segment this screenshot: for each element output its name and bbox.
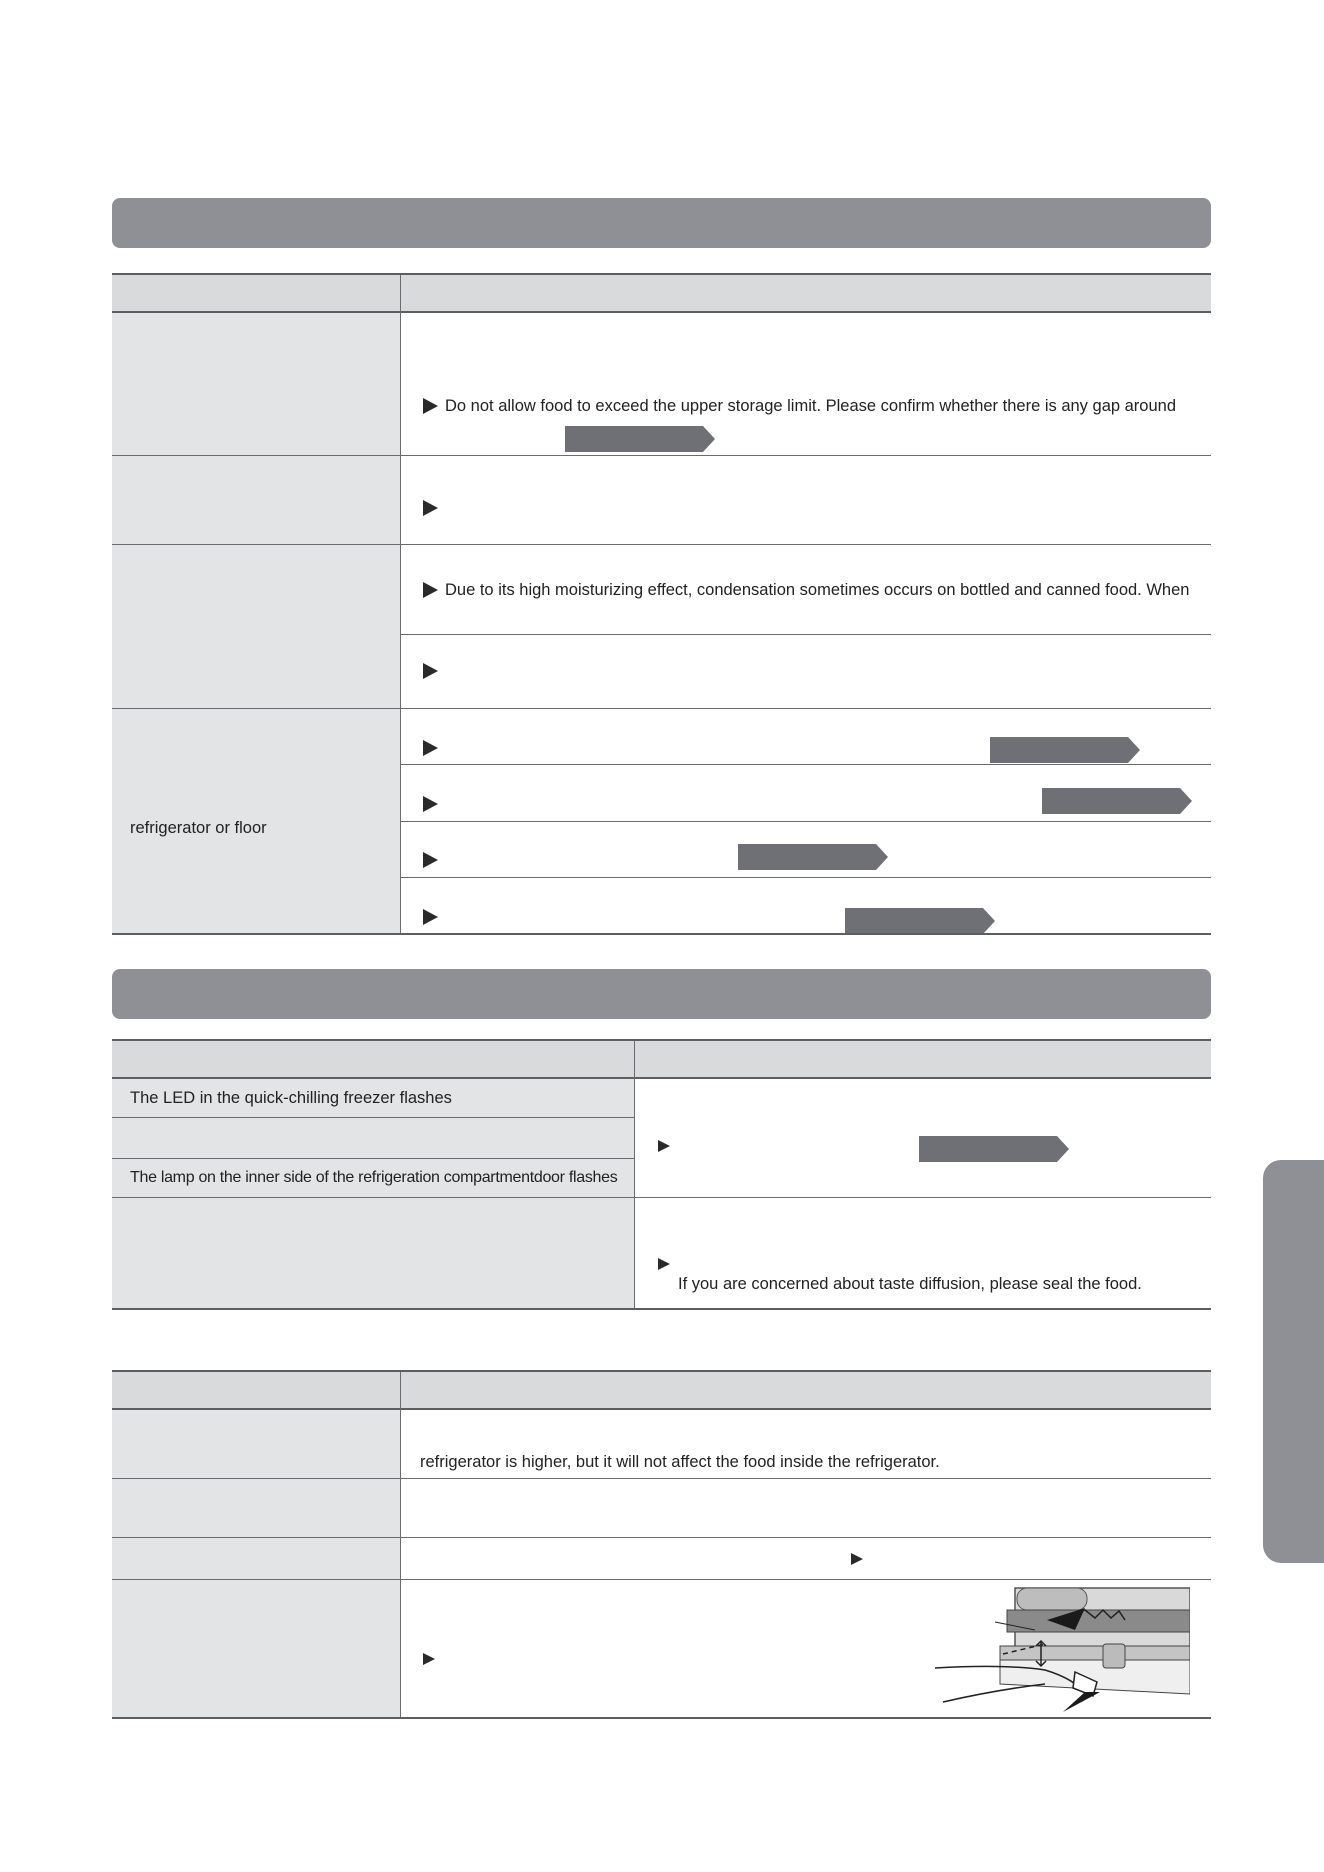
- bullet-arrow-icon: [423, 909, 438, 925]
- bullet-arrow-icon: [423, 1653, 435, 1665]
- page-reference-tag: [1042, 788, 1192, 814]
- bullet-arrow-icon: [658, 1140, 670, 1152]
- bullet-arrow-icon: [423, 796, 438, 812]
- chapter-side-tab: [1263, 1160, 1324, 1563]
- taste-diffusion-note: If you are concerned about taste diffusion, please seal the food.: [678, 1275, 1142, 1293]
- table-bottom-border: [112, 933, 1211, 935]
- page-reference-tag: [845, 908, 995, 934]
- row-3-bullet-text: Due to its high moisturizing effect, condensation sometimes occurs on bottled and canned food. When: [445, 581, 1190, 599]
- row-divider: [112, 1537, 1211, 1538]
- sub-row-divider: [401, 764, 1211, 765]
- page-reference-tag: [565, 426, 715, 452]
- row-divider: [112, 1478, 1211, 1479]
- section-1-column-divider: [400, 311, 401, 935]
- section-2-title-banner: [112, 969, 1211, 1019]
- drawer-illustration: [935, 1584, 1190, 1714]
- section-2-table-2-label-column: [112, 1410, 400, 1718]
- page-reference-tag: [919, 1136, 1069, 1162]
- section-1-table-header: [112, 273, 1211, 313]
- section-2-table-2-header-divider: [400, 1372, 401, 1408]
- section-2-label-column: [112, 1079, 634, 1308]
- bullet-arrow-icon: [423, 852, 438, 868]
- section-2-table-2-column-divider: [400, 1408, 401, 1719]
- sub-row-divider: [401, 634, 1211, 635]
- section-2-table-1-header: [112, 1039, 1211, 1079]
- row-1-second-line: refrigerator is higher, but it will not affect the food inside the refrigerator.: [420, 1453, 940, 1471]
- row-divider: [112, 708, 1211, 709]
- bullet-arrow-icon: [851, 1553, 863, 1565]
- row-divider: [112, 1158, 634, 1159]
- bullet-arrow-icon: [423, 663, 438, 679]
- section-1-header-divider: [400, 275, 401, 311]
- bullet-arrow-icon: [423, 740, 438, 756]
- page-reference-tag: [738, 844, 888, 870]
- row-divider: [112, 1117, 634, 1118]
- bullet-arrow-icon: [423, 398, 438, 414]
- page-reference-tag: [990, 737, 1140, 763]
- bullet-arrow-icon: [423, 582, 438, 598]
- section-2-column-divider: [634, 1077, 635, 1310]
- section-2-header-divider: [634, 1041, 635, 1077]
- led-flash-label: The LED in the quick-chilling freezer flashes: [130, 1089, 452, 1107]
- bullet-arrow-icon: [658, 1258, 670, 1270]
- bullet-arrow-icon: [423, 500, 438, 516]
- row-divider: [112, 544, 1211, 545]
- row-divider: [112, 1197, 1211, 1198]
- door-lamp-flash-label: The lamp on the inner side of the refrigeration compartmentdoor flashes: [130, 1169, 618, 1186]
- row-divider: [112, 455, 1211, 456]
- row-4-label-text: refrigerator or floor: [130, 819, 267, 837]
- section-2-table-2-header: [112, 1370, 1211, 1410]
- sub-row-divider: [401, 821, 1211, 822]
- sub-row-divider: [401, 877, 1211, 878]
- section-1-title-banner: [112, 198, 1211, 248]
- row-1-bullet-text: Do not allow food to exceed the upper storage limit. Please confirm whether there is any gap around: [445, 397, 1177, 415]
- table-bottom-border: [112, 1717, 1211, 1719]
- row-divider: [112, 1579, 1211, 1580]
- section-1-label-column: [112, 313, 400, 934]
- table-bottom-border: [112, 1308, 1211, 1310]
